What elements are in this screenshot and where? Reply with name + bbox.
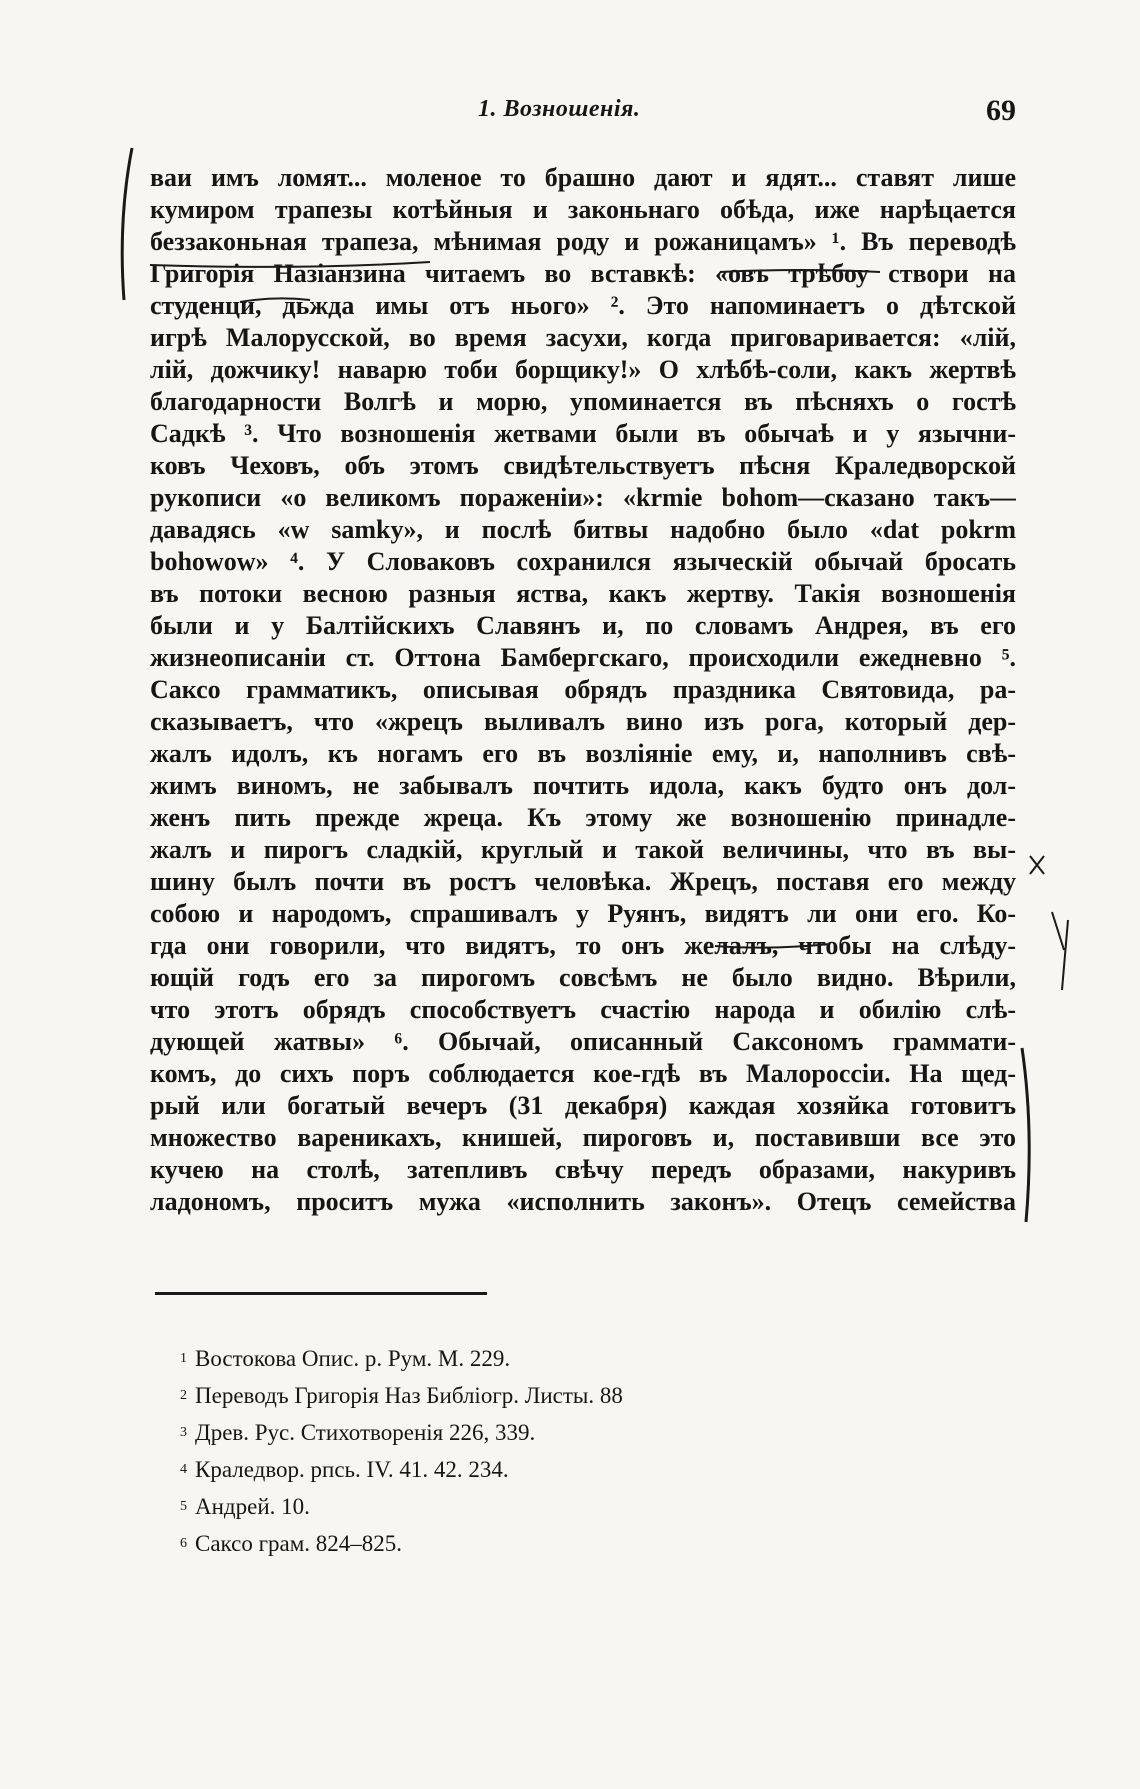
text-line: сказываетъ, что «жрецъ выливалъ вино изъ рога, который дер-	[150, 707, 1016, 736]
footnote-text: Андрей. 10.	[195, 1494, 310, 1519]
text-line: дующей жатвы» ⁶. Обычай, описанный Саксономъ граммати-	[150, 1027, 1016, 1056]
footnote-marker: 3	[180, 1425, 187, 1440]
text-line: давадясь «w samky», и послѣ битвы надобно было «dat pokrm	[150, 515, 1016, 544]
margin-bracket-bottom	[1022, 1048, 1029, 1222]
text-line: собою и народомъ, спрашивалъ у Руянъ, видятъ ли они его. Ко-	[150, 899, 1016, 928]
footnote	[180, 1488, 880, 1525]
text-line: кучею на столѣ, затепливъ свѣчу передъ образами, накуривъ	[150, 1155, 1016, 1184]
page-header	[150, 96, 1016, 136]
footnote	[180, 1451, 880, 1488]
page-number: 69	[986, 94, 1016, 127]
text-line: студенци, дьжда имы отъ нього» ². Это напоминаетъ о дѣтской	[150, 291, 1016, 320]
footnote	[180, 1414, 880, 1451]
footnote-rule	[155, 1292, 487, 1295]
text-line: рукописи «о великомъ пораженіи»: «krmie bohom—сказано такъ—	[150, 483, 1016, 512]
text-line: гда они говорили, что видятъ, то онъ желалъ, чтобы на слѣду-	[150, 931, 1016, 960]
text-line: рый или богатый вечеръ (31 декабря) каждая хозяйка готовитъ	[150, 1091, 1016, 1120]
footnote	[180, 1340, 880, 1377]
text-line: жалъ идолъ, къ ногамъ его въ возліяніе ему, и, наполнивъ свѣ-	[150, 739, 1016, 768]
text-line: Садкѣ ³. Что возношенія жетвами были въ обычаѣ и у язычни-	[150, 419, 1016, 448]
text-line: жалъ и пирогъ сладкій, круглый и такой величины, что въ вы-	[150, 835, 1016, 864]
footnote-marker: 4	[180, 1462, 187, 1477]
text-line: шину былъ почти въ ростъ человѣка. Жрецъ, поставя его между	[150, 867, 1016, 896]
text-line: что этотъ обрядъ способствуетъ счастію народа и обилію слѣ-	[150, 995, 1016, 1024]
text-line: комъ, до сихъ поръ соблюдается кое-гдѣ въ Малороссіи. На щед-	[150, 1059, 1016, 1088]
footnote-text: Переводъ Григорія Наз Библіогр. Листы. 88	[195, 1383, 623, 1408]
text-line: bohowow» ⁴. У Словаковъ сохранился языческій обычай бросать	[150, 547, 1016, 576]
margin-cross	[1030, 856, 1044, 874]
running-head: 1. Возношенія.	[478, 96, 641, 122]
text-line: беззаконьная трапеза, мѣнимая роду и рожаницамъ» ¹. Въ переводѣ	[150, 227, 1016, 256]
text-line: жимъ виномъ, не забывалъ почтить идола, какъ будто онъ дол-	[150, 771, 1016, 800]
footnote	[180, 1377, 880, 1414]
text-line: жизнеописаніи ст. Оттона Бамбергскаго, происходили ежедневно ⁵.	[150, 643, 1016, 672]
text-line: ваи имъ ломят... моленое то брашно дают и ядят... ставят лише	[150, 163, 1016, 192]
text-line: были и у Балтійскихъ Славянъ и, по словамъ Андрея, въ его	[150, 611, 1016, 640]
footnote-marker: 6	[180, 1536, 187, 1551]
text-line: игрѣ Малорусской, во время засухи, когда приговаривается: «лій,	[150, 323, 1016, 352]
footnote-text: Краледвор. рпсь. IV. 41. 42. 234.	[195, 1457, 509, 1482]
footnotes	[180, 1340, 880, 1562]
text-line: Саксо грамматикъ, описывая обрядъ праздника Святовида, ра-	[150, 675, 1016, 704]
text-line: лій, дожчику! наварю тоби борщику!» О хлѣбѣ-соли, какъ жертвѣ	[150, 355, 1016, 384]
footnote-text: Древ. Рус. Стихотворенія 226, 339.	[195, 1420, 536, 1445]
text-line: благодарности Волгѣ и морю, упоминается въ пѣсняхъ о гостѣ	[150, 387, 1016, 416]
text-line: Григорія Назіанзина читаемъ во вставкѣ: «овъ трѣбоу створи на	[150, 259, 1016, 288]
footnote	[180, 1525, 880, 1562]
body-text	[150, 162, 1016, 1218]
text-line: множество вареникахъ, книшей, пироговъ и, поставивши все это	[150, 1123, 1016, 1152]
footnote-text: Востокова Опис. р. Рум. М. 229.	[195, 1346, 511, 1371]
text-line: женъ пить прежде жреца. Къ этому же возношенію принадле-	[150, 803, 1016, 832]
text-line: ладономъ, проситъ мужа «исполнить законъ». Отецъ семейства	[150, 1187, 1016, 1216]
text-line: ющій годъ его за пирогомъ совсѣмъ не было видно. Вѣрили,	[150, 963, 1016, 992]
footnote-marker: 5	[180, 1499, 187, 1514]
footnote-marker: 2	[180, 1388, 187, 1403]
text-line: кумиром трапезы котѣйныя и законьнаго обѣда, иже нарѣцается	[150, 195, 1016, 224]
text-line: ковъ Чеховъ, объ этомъ свидѣтельствуетъ пѣсня Краледворской	[150, 451, 1016, 480]
footnote-marker: 1	[180, 1351, 187, 1366]
margin-scribble	[1052, 912, 1068, 990]
text-line: въ потоки весною разныя яства, какъ жертву. Такія возношенія	[150, 579, 1016, 608]
footnote-text: Саксо грам. 824–825.	[195, 1531, 403, 1556]
margin-bracket-top	[122, 148, 132, 300]
